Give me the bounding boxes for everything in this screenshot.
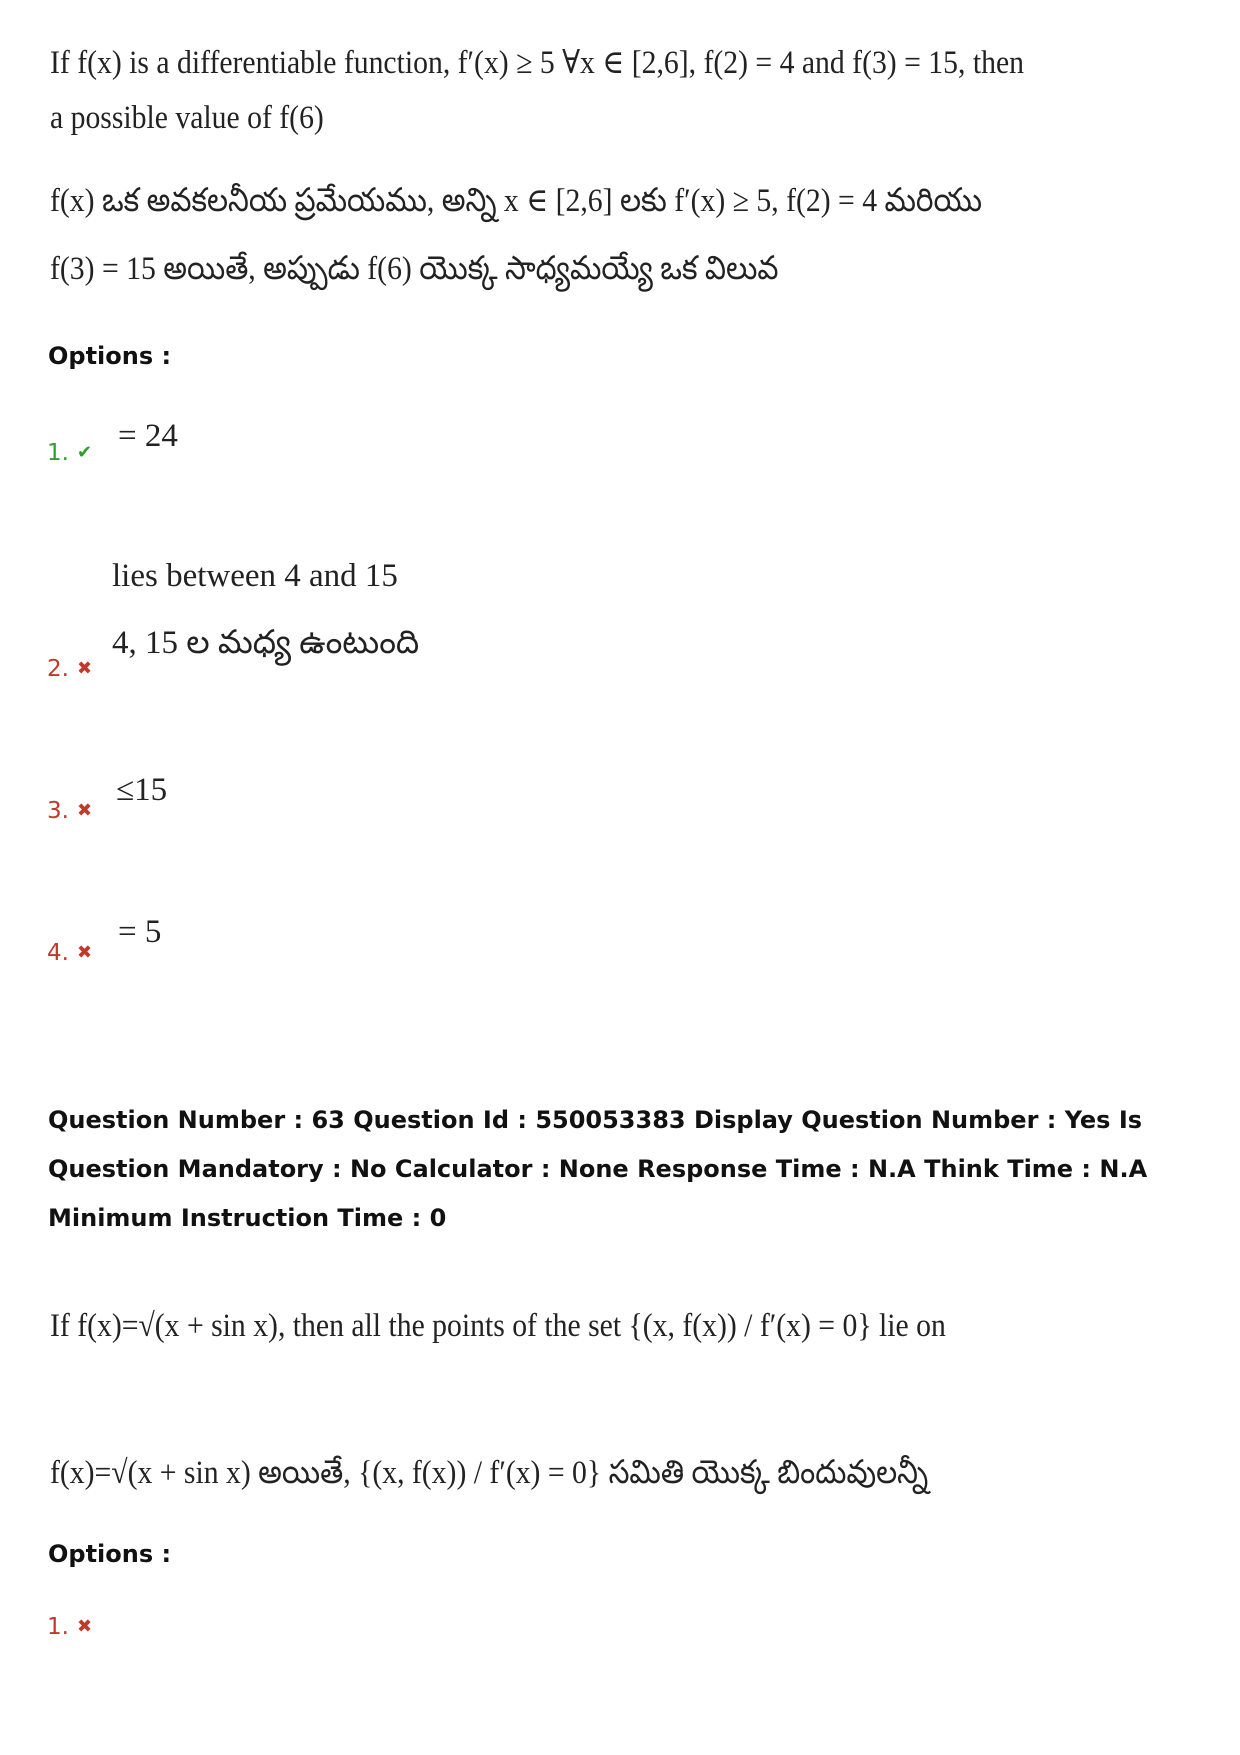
option-2-text-en: lies between 4 and 15 (112, 558, 398, 594)
check-icon: ✔ (76, 442, 93, 463)
option-3-number[interactable]: 3. ✖ (47, 798, 93, 824)
question-63-text-en: If f(x)=√(x + sin x), then all the points of the set {(x, f(x)) / f′(x) = 0} lie on (50, 1308, 946, 1344)
question-62-text-en-line2: a possible value of f(6) (50, 100, 324, 136)
option-2-number[interactable]: 2. ✖ (47, 656, 93, 682)
question-62-text-te-line1: f(x) ఒక అవకలనీయ ప్రమేయము, అన్ని x ∈ [2,6] లకు f′(x) ≥ 5, f(2) = 4 మరియు (50, 183, 982, 219)
question-62-text-te-line2: f(3) = 15 అయితే, అప్పుడు f(6) యొక్క సాధ్యమయ్యే ఒక విలువ (50, 251, 779, 287)
cross-icon: ✖ (76, 800, 93, 821)
cross-icon: ✖ (76, 942, 93, 963)
question-63-text-te: f(x)=√(x + sin x) అయితే, {(x, f(x)) / f′(x) = 0} సమితి యొక్క బిందువులన్నీ (50, 1455, 929, 1491)
option-1-text: = 24 (118, 418, 178, 454)
question-63-meta: Question Number : 63 Question Id : 550053383 Display Question Number : Yes Is Question Mandatory : No Calculator : None Response Time : N.A Think Time : N.A Minimum Instruction Time : 0 (48, 1106, 1148, 1232)
question-62-text-en-line1: If f(x) is a differentiable function, f′(x) ≥ 5 ∀x ∈ [2,6], f(2) = 4 and f(3) = 15, then (50, 45, 1024, 81)
cross-icon: ✖ (76, 658, 93, 679)
options-label: Options : (48, 342, 172, 370)
option-1-number[interactable]: 1. ✔ (47, 440, 93, 466)
option-3-text: ≤15 (116, 772, 168, 808)
option-2-text-te: 4, 15 ల మధ్య ఉంటుంది (112, 625, 420, 661)
option-4-text: = 5 (118, 914, 162, 950)
q63-option-1-number[interactable]: 1. ✖ (47, 1614, 93, 1640)
options-label-q63: Options : (48, 1540, 172, 1568)
cross-icon: ✖ (76, 1616, 93, 1637)
option-4-number[interactable]: 4. ✖ (47, 940, 93, 966)
